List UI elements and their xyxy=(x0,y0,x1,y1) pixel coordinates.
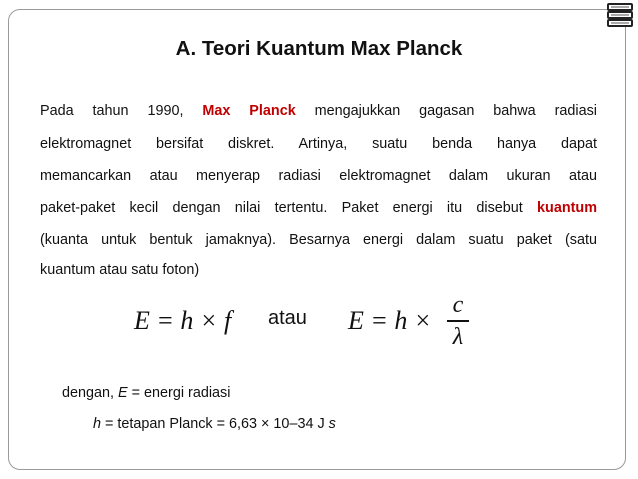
formula-connector: atau xyxy=(268,307,307,329)
energy-formula xyxy=(134,293,479,353)
paragraph-line-5: (kuanta untuk bentuk jamaknya). Besarnya energi dalam suatu paket (satu xyxy=(40,232,597,248)
paragraph-text: Pada tahun 1990, xyxy=(40,103,184,119)
fraction-c-over-lambda xyxy=(447,293,469,349)
symbol-h: h xyxy=(93,416,102,432)
paragraph-line-1 xyxy=(40,103,597,119)
book-stack-logo-icon xyxy=(604,0,636,32)
symbol-e: E xyxy=(118,385,128,401)
definition-text: = energi radiasi xyxy=(131,385,231,401)
definition-energy xyxy=(62,385,230,401)
unit-s: s xyxy=(328,416,336,432)
definition-prefix: dengan, xyxy=(62,385,115,401)
page-title: A. Teori Kuantum Max Planck xyxy=(175,37,463,60)
definition-text: = tetapan Planck = 6,63 × 10–34 J xyxy=(105,416,325,432)
paragraph-line-3: memancarkan atau menyerap radiasi elektromagnet dalam ukuran atau xyxy=(40,168,597,184)
fraction-denominator: λ xyxy=(452,324,464,350)
highlight-term: kuantum xyxy=(537,200,597,216)
paragraph-line-4 xyxy=(40,200,597,216)
paragraph-text: paket-paket kecil dengan nilai tertentu. Paket energi itu disebut xyxy=(40,200,523,216)
fraction-bar xyxy=(447,320,469,322)
definition-planck xyxy=(93,416,336,432)
highlight-name: Max Planck xyxy=(202,103,296,119)
paragraph-line-6: kuantum atau satu foton) xyxy=(40,262,200,278)
formula-e-h-c-lambda: E = h × xyxy=(348,306,432,335)
paragraph-text: mengajukkan gagasan bahwa radiasi xyxy=(314,103,597,119)
fraction-numerator: c xyxy=(452,292,464,318)
paragraph-line-2: elektromagnet bersifat diskret. Artinya, suatu benda hanya dapat xyxy=(40,136,597,152)
formula-e-h-f: E = h × f xyxy=(134,306,232,335)
